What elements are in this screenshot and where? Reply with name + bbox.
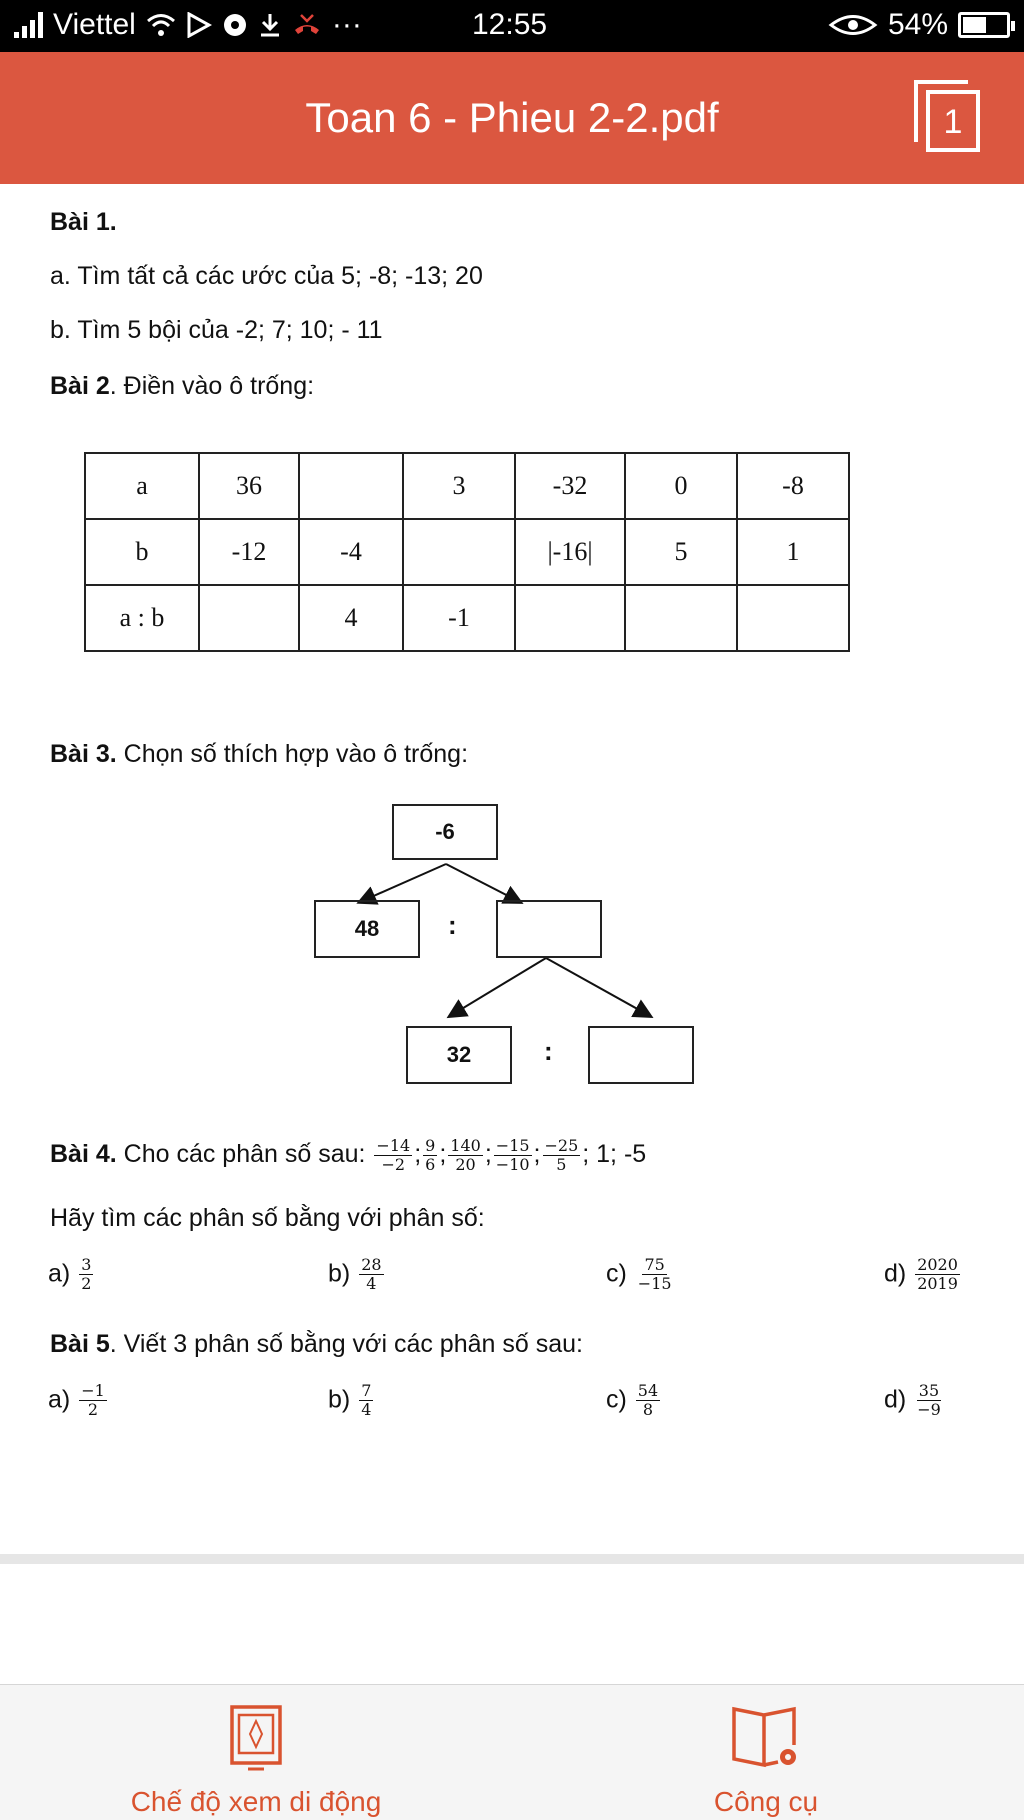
page-switcher-button[interactable] <box>910 80 980 154</box>
battery-percent: 54% <box>887 8 948 41</box>
missed-call-icon <box>292 12 322 38</box>
table-cell: |-16| <box>515 519 625 585</box>
bai4-item-b: b) $\frac{28}{4}$ <box>328 1255 382 1294</box>
bai2-heading: Bài 2. Điền vào ô trống: <box>50 372 315 400</box>
wifi-icon <box>146 12 176 38</box>
mobile-view-button[interactable] <box>108 1703 404 1818</box>
bai3-division-tree <box>300 804 720 1094</box>
more-notifications-icon: ··· <box>331 8 362 41</box>
table-cell: -32 <box>515 453 625 519</box>
fraction: $\frac{-15}{-10}$ <box>495 1135 530 1174</box>
document-title: Toan 6 - Phieu 2-2.pdf <box>305 94 719 141</box>
page-divider <box>0 1554 1024 1564</box>
table-cell: a <box>85 453 199 519</box>
bai4-question: Hãy tìm các phân số bằng với phân số: <box>50 1204 485 1232</box>
play-store-icon <box>186 12 212 38</box>
table-cell: 5 <box>625 519 737 585</box>
fraction: $\frac{-25}{5}$ <box>544 1135 579 1174</box>
table-cell: a : b <box>85 585 199 651</box>
bai5-item-d: d) $\frac{35}{-9}$ <box>884 1381 941 1420</box>
bai4-item-c: c) $\frac{75}{-15}$ <box>606 1255 672 1294</box>
bai5-heading: Bài 5. Viết 3 phân số bằng với các phân số sau: <box>50 1330 583 1358</box>
table-cell <box>299 453 403 519</box>
bottom-toolbar <box>0 1684 1024 1820</box>
tree-left-box-2: 32 <box>406 1026 512 1084</box>
table-row <box>85 453 849 519</box>
download-icon <box>258 12 282 38</box>
bai1-b: b. Tìm 5 bội của -2; 7; 10; - 11 <box>50 316 383 344</box>
table-row <box>85 519 849 585</box>
page-count: 1 <box>926 90 980 152</box>
bai1-title: Bài 1. <box>50 208 117 236</box>
chrome-icon <box>222 12 248 38</box>
clock: 12:55 <box>472 8 548 41</box>
carrier-name: Viettel <box>53 8 136 41</box>
bai5-item-a: a) $\frac{-1}{2}$ <box>48 1381 105 1420</box>
table-row <box>85 585 849 651</box>
mobile-view-label: Chế độ xem di động <box>130 1786 382 1817</box>
mobile-view-icon <box>226 1703 286 1771</box>
bai5-item-c: c) $\frac{54}{8}$ <box>606 1381 659 1420</box>
fraction: $\frac{140}{20}$ <box>450 1135 481 1174</box>
tree-colon-2: : <box>544 1036 553 1066</box>
tree-colon-1: : <box>448 910 457 940</box>
table-cell <box>625 585 737 651</box>
table-cell: 36 <box>199 453 299 519</box>
table-cell <box>737 585 849 651</box>
tools-button[interactable] <box>648 1703 884 1818</box>
table-cell: 1 <box>737 519 849 585</box>
bai5-item-b: b) $\frac{7}{4}$ <box>328 1381 372 1420</box>
table-cell: 3 <box>403 453 515 519</box>
bai4-heading: Bài 4. Cho các phân số sau: $\frac{-14}{-2}$ ; $\frac{9}{6}$ ; $\frac{140}{20}$ ; $\frac{-15}{-10}$ ; $\frac{-25}{5}$ ; 1; -5 <box>50 1135 647 1174</box>
tree-left-box-1: 48 <box>314 900 420 958</box>
bai2-table <box>84 452 850 652</box>
tools-icon <box>728 1703 804 1771</box>
eye-icon <box>828 12 878 38</box>
pdf-page[interactable] <box>0 184 1024 1554</box>
table-cell: 0 <box>625 453 737 519</box>
table-cell: -4 <box>299 519 403 585</box>
tree-right-box-2 <box>588 1026 694 1084</box>
battery-icon <box>958 12 1010 38</box>
next-pdf-page[interactable] <box>0 1564 1024 1684</box>
table-cell <box>199 585 299 651</box>
app-bar <box>0 52 1024 184</box>
fraction: $\frac{-14}{-2}$ <box>376 1135 411 1174</box>
table-cell: b <box>85 519 199 585</box>
table-cell: -8 <box>737 453 849 519</box>
table-cell <box>403 519 515 585</box>
bai4-item-a: a) $\frac{3}{2}$ <box>48 1255 92 1294</box>
table-cell <box>515 585 625 651</box>
tree-top-box: -6 <box>392 804 498 860</box>
table-cell: -1 <box>403 585 515 651</box>
bai4-item-d: d) $\frac{2020}{2019}$ <box>884 1255 958 1294</box>
signal-icon <box>14 12 43 38</box>
tools-label: Công cụ <box>713 1786 819 1817</box>
status-bar <box>0 0 1024 52</box>
table-cell: 4 <box>299 585 403 651</box>
fraction: $\frac{9}{6}$ <box>425 1135 436 1174</box>
tree-right-box-1 <box>496 900 602 958</box>
table-cell: -12 <box>199 519 299 585</box>
bai3-heading: Bài 3. Chọn số thích hợp vào ô trống: <box>50 740 469 768</box>
bai1-a: a. Tìm tất cả các ước của 5; -8; -13; 20 <box>50 262 483 290</box>
